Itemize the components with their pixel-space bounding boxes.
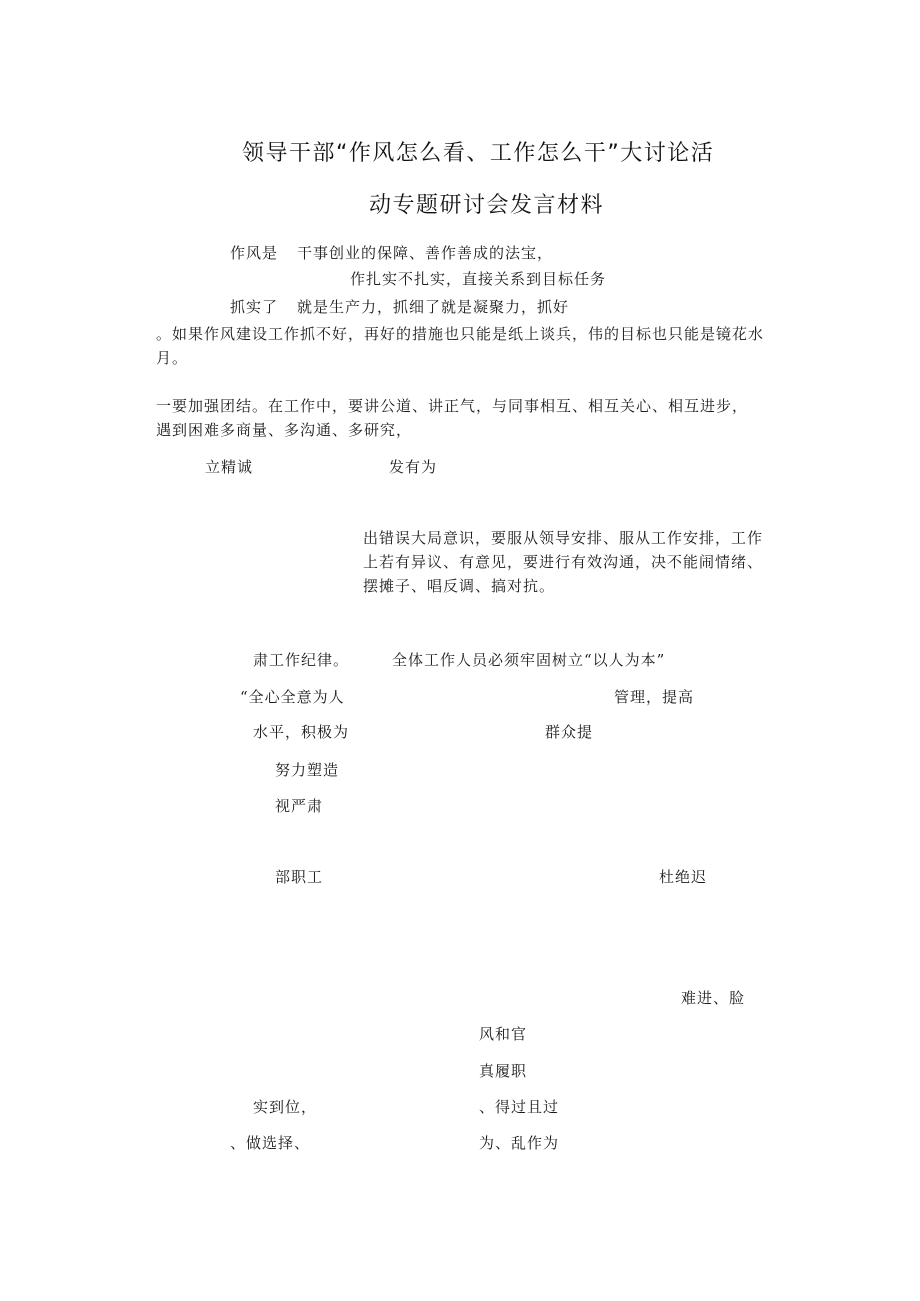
fragment-text: 发有为	[389, 458, 438, 476]
fragment-text: 全体工作人员必须牢固树立“以人为本”	[392, 651, 666, 669]
intro-text: 作风是	[230, 244, 279, 262]
fragment-text: 群众提	[545, 723, 594, 741]
document-title-line2: 动专题研讨会发言材料	[369, 193, 605, 218]
fragment-text: 努力塑造	[275, 761, 340, 779]
intro-text: 干事创业的保障、善作善成的法宝，	[297, 244, 554, 262]
fragment-text: “全心全意为人	[240, 688, 345, 706]
fragment-text: 难进、脸	[681, 989, 746, 1007]
fragment-text: 为、乱作为	[479, 1134, 560, 1152]
fragment-text: 视严肃	[275, 797, 324, 815]
fragment-text: 肃工作纪律。	[253, 651, 350, 669]
document-title-line1: 领导干部“作风怎么看、工作怎么干”大讨论活	[242, 141, 715, 166]
fragment-text: 风和官	[479, 1025, 528, 1043]
intro-text: 抓实了	[230, 298, 279, 316]
section1-paragraph-2: 出错误大局意识，要服从领导安排、服从工作安排，工作上若有异议、有意见，要进行有效沟通，决不能闹情绪、摆摊子、唱反调、搞对抗。	[363, 529, 764, 595]
fragment-text: 部职工	[275, 868, 324, 886]
fragment-text: 管理，提高	[614, 688, 695, 706]
fragment-text: 水平，积极为	[253, 723, 350, 741]
fragment-text: 真履职	[479, 1062, 528, 1080]
intro-text: 就是生产力，抓细了就是凝聚力，抓好	[297, 298, 570, 316]
fragment-text: 、得过且过	[479, 1098, 560, 1116]
intro-paragraph: 。如果作风建设工作抓不好，再好的措施也只能是纸上谈兵，伟的目标也只能是镜花水月。	[156, 325, 765, 367]
fragment-text: 杜绝迟	[659, 868, 708, 886]
section1-paragraph: 一要加强团结。在工作中，要讲公道、讲正气，与同事相互、相互关心、相互进步，遇到困难多商量、多沟通、多研究，	[156, 397, 749, 439]
fragment-text: 、做选择、	[230, 1134, 311, 1152]
fragment-text: 立精诚	[205, 458, 254, 476]
fragment-text: 实到位，	[253, 1098, 318, 1116]
intro-text: 作扎实不扎实，直接关系到目标任务	[350, 270, 607, 288]
